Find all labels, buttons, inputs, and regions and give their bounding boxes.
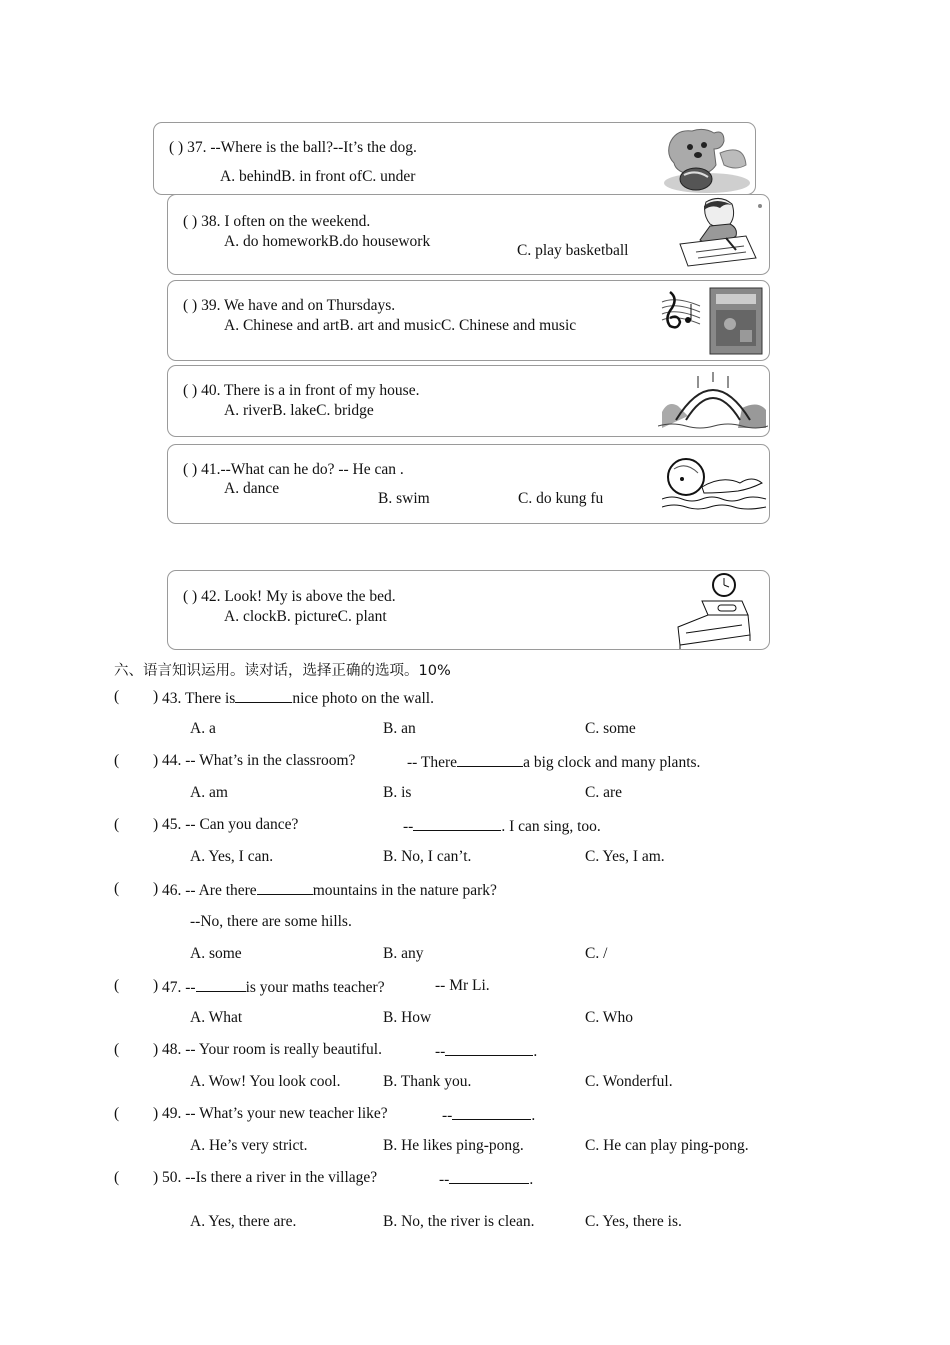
q44-text-1: -- What’s in the classroom?	[185, 752, 356, 769]
q47-paren: (	[114, 977, 120, 994]
q45-paren: (	[114, 816, 120, 833]
q46-text-2: mountains in the nature park?	[312, 882, 497, 899]
q43-option-c: C. some	[585, 720, 636, 737]
q49-option-a: A. He’s very strict.	[190, 1137, 308, 1154]
q47-option-b: B. How	[383, 1009, 432, 1026]
q48-text-2: --	[435, 1043, 446, 1060]
q43-num: 43.	[162, 690, 182, 707]
q47-option-a: A. What	[190, 1009, 243, 1026]
swimmer-picture	[662, 453, 770, 517]
q50-text-2: --	[439, 1171, 450, 1188]
question-39-box	[167, 280, 770, 361]
dog-ball-picture	[662, 125, 752, 195]
q46-paren: (	[114, 880, 120, 897]
q44-text-2: -- There	[407, 754, 458, 771]
q47-text-1: --	[185, 979, 196, 996]
q47-reply: -- Mr Li.	[435, 977, 490, 994]
clock-bed-picture	[672, 571, 768, 649]
question-40-stem: ( ) 40. There is a in front of my house.	[183, 382, 420, 399]
q50-stem	[162, 1169, 377, 1187]
question-38-option-ab: A. do homeworkB.do housework	[224, 233, 431, 250]
question-42-box	[167, 570, 770, 650]
q48-num: 48.	[162, 1041, 182, 1058]
question-42-options: A. clockB. pictureC. plant	[224, 608, 387, 625]
q50-option-a: A. Yes, there are.	[190, 1213, 297, 1230]
q50-option-b: B. No, the river is clean.	[383, 1213, 535, 1230]
answer-blank	[413, 816, 501, 831]
question-38-stem: ( ) 38. I often on the weekend.	[183, 213, 371, 230]
q50-num: 50.	[162, 1169, 182, 1186]
q49-reply	[442, 1105, 535, 1125]
q44-close: )	[153, 752, 159, 769]
q45-text-3: . I can sing, too.	[501, 818, 601, 835]
question-39-options: A. Chinese and artB. art and musicC. Chinese and music	[224, 317, 577, 334]
q43-close: )	[153, 688, 159, 705]
q48-option-c: C. Wonderful.	[585, 1073, 673, 1090]
q49-paren: (	[114, 1105, 120, 1122]
q50-text-1: --Is there a river in the village?	[185, 1169, 378, 1186]
q50-option-c: C. Yes, there is.	[585, 1213, 682, 1230]
q47-text-2: is your maths teacher?	[245, 979, 385, 996]
q48-paren: (	[114, 1041, 120, 1058]
q48-stem	[162, 1041, 382, 1059]
answer-blank	[457, 752, 523, 767]
question-42-stem: ( ) 42. Look! My is above the bed.	[183, 588, 396, 605]
q49-text-3: .	[531, 1107, 536, 1124]
q48-close: )	[153, 1041, 159, 1058]
q49-option-c: C. He can play ping-pong.	[585, 1137, 749, 1154]
q43-text-1: There is	[184, 690, 236, 707]
q48-reply	[435, 1041, 537, 1061]
q48-option-b: B. Thank you.	[383, 1073, 472, 1090]
question-39-stem: ( ) 39. We have and on Thursdays.	[183, 297, 396, 314]
q46-option-a: A. some	[190, 945, 242, 962]
q44-reply	[407, 752, 700, 772]
q49-option-b: B. He likes ping-pong.	[383, 1137, 524, 1154]
q44-option-a: A. am	[190, 784, 228, 801]
q47-option-c: C. Who	[585, 1009, 633, 1026]
q45-option-a: A. Yes, I can.	[190, 848, 274, 865]
q48-option-a: A. Wow! You look cool.	[190, 1073, 341, 1090]
q43-text-2: nice photo on the wall.	[292, 690, 434, 707]
question-41-stem: ( ) 41.--What can he do? -- He can .	[183, 461, 404, 478]
q47-close: )	[153, 977, 159, 994]
q44-num: 44.	[162, 752, 182, 769]
q45-stem	[162, 816, 298, 834]
question-40-box	[167, 365, 770, 437]
q49-stem	[162, 1105, 388, 1123]
music-chinese-book-picture	[656, 282, 768, 358]
q50-text-3: .	[529, 1171, 534, 1188]
q50-close: )	[153, 1169, 159, 1186]
q49-text-1: -- What’s your new teacher like?	[185, 1105, 388, 1122]
q45-option-c: C. Yes, I am.	[585, 848, 665, 865]
answer-blank	[449, 1169, 529, 1184]
q45-close: )	[153, 816, 159, 833]
q48-text-1: -- Your room is really beautiful.	[185, 1041, 382, 1058]
q46-extra: --No, there are some hills.	[190, 913, 352, 930]
q44-stem	[162, 752, 355, 770]
question-38-option-c: C. play basketball	[517, 242, 629, 259]
q43-option-b: B. an	[383, 720, 416, 737]
section-6-heading: 六、语言知识运用。读对话，选择正确的选项。10%	[114, 663, 451, 679]
q44-option-b: B. is	[383, 784, 412, 801]
q48-text-3: .	[533, 1043, 538, 1060]
q45-option-b: B. No, I can’t.	[383, 848, 472, 865]
answer-blank	[452, 1105, 531, 1120]
question-41-option-a: A. dance	[224, 480, 280, 497]
q44-option-c: C. are	[585, 784, 623, 801]
q45-num: 45.	[162, 816, 182, 833]
bridge-picture	[658, 370, 768, 432]
q47-num: 47.	[162, 979, 182, 996]
q46-option-b: B. any	[383, 945, 424, 962]
question-37-box	[153, 122, 756, 195]
question-40-options: A. riverB. lakeC. bridge	[224, 402, 374, 419]
question-38-box	[167, 194, 770, 275]
q46-close: )	[153, 880, 159, 897]
q44-paren: (	[114, 752, 120, 769]
question-37-options: A. behindB. in front ofC. under	[220, 168, 416, 185]
q47-stem	[162, 977, 385, 997]
q46-num: 46.	[162, 882, 182, 899]
question-41-option-c: C. do kung fu	[518, 490, 604, 507]
q46-stem	[162, 880, 497, 900]
q45-text-2: --	[403, 818, 414, 835]
answer-blank	[445, 1041, 533, 1056]
q46-text-1: -- Are there	[185, 882, 257, 899]
q49-close: )	[153, 1105, 159, 1122]
answer-blank	[235, 688, 292, 703]
question-41-box	[167, 444, 770, 524]
answer-blank	[196, 977, 246, 992]
q50-reply	[439, 1169, 533, 1189]
question-37-stem: ( ) 37. --Where is the ball?--It’s the dog.	[169, 139, 417, 156]
q43-paren: (	[114, 688, 120, 705]
q46-option-c: C. /	[585, 945, 608, 962]
q45-reply	[403, 816, 601, 836]
q45-text-1: -- Can you dance?	[185, 816, 299, 833]
q43-option-a: A. a	[190, 720, 216, 737]
q49-num: 49.	[162, 1105, 182, 1122]
q44-text-3: a big clock and many plants.	[523, 754, 701, 771]
answer-blank	[257, 880, 313, 895]
q49-text-2: --	[442, 1107, 453, 1124]
boy-homework-picture	[676, 196, 766, 268]
question-41-option-b: B. swim	[378, 490, 430, 507]
q50-paren: (	[114, 1169, 120, 1186]
q43-stem	[162, 688, 434, 708]
